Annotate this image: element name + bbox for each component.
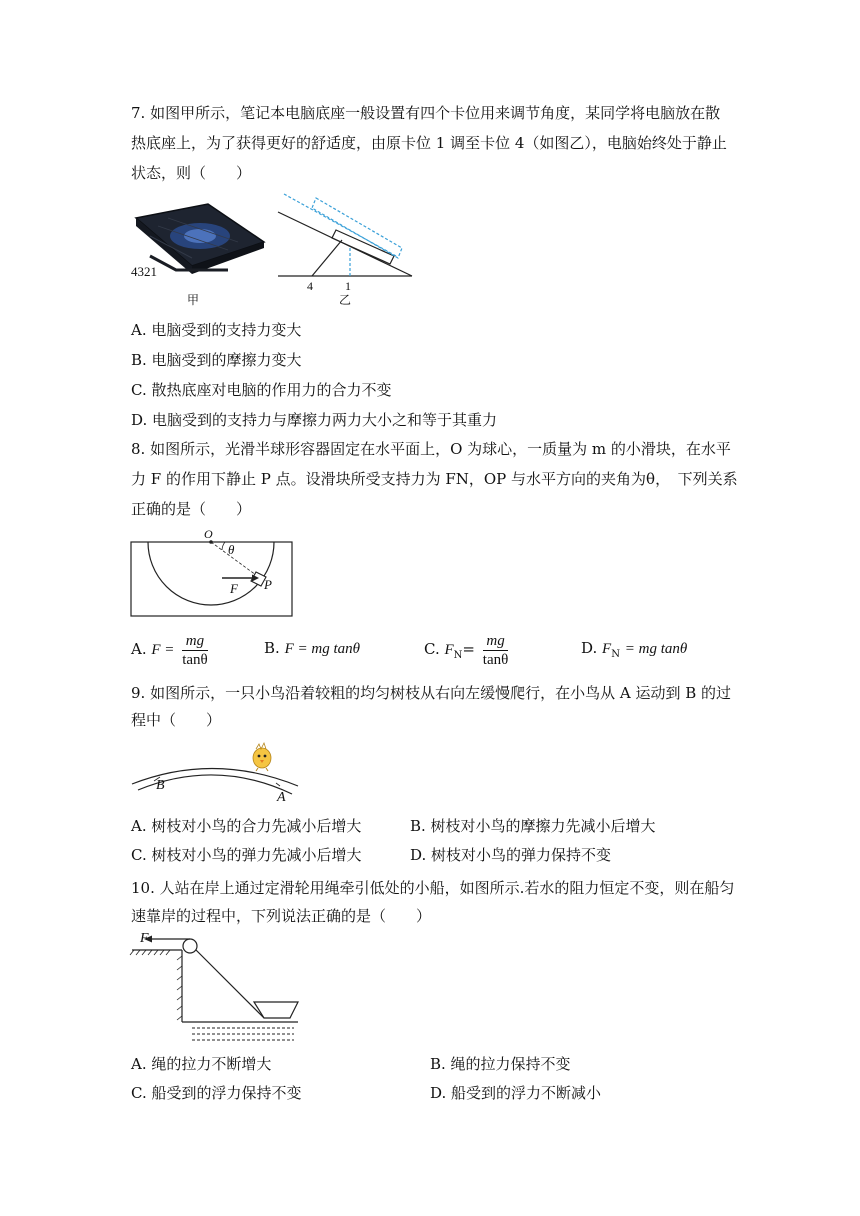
q8-option-d	[581, 638, 687, 665]
fig9-label-b: B	[156, 778, 165, 793]
fig10-label-f: F	[140, 931, 149, 946]
q8-stem-line-3: 正确的是（ ）	[131, 500, 252, 518]
q7-option-c: C. 散热底座对电脑的作用力的合力不变	[131, 381, 392, 399]
q9-stem-line-1: 9. 如图所示，一只小鸟沿着较粗的均匀树枝从右向左缓慢爬行，在小鸟从 A 运动到 B 的过	[131, 684, 732, 702]
q9-stem-line-2: 程中（ ）	[131, 711, 222, 729]
q7-option-d: D. 电脑受到的支持力与摩擦力两力大小之和等于其重力	[131, 411, 498, 429]
q10-option-b: B. 绳的拉力保持不变	[430, 1055, 571, 1073]
fig-jia-caption: 甲	[187, 293, 200, 307]
q8-option-d-rhs: = mg tanθ	[624, 641, 688, 657]
q8-option-c	[424, 630, 511, 675]
fig8-label-theta: θ	[228, 542, 235, 557]
q8-option-c-fraction	[483, 632, 509, 669]
fig8-label-o: O	[204, 527, 213, 541]
pulley-boat-diagram	[130, 930, 302, 1046]
q7-stem-line-1: 7. 如图甲所示，笔记本电脑底座一般设置有四个卡位用来调节角度，某同学将电脑放在散	[131, 104, 721, 122]
q8-option-c-denominator: tanθ	[482, 651, 509, 668]
fig9-label-a: A	[277, 790, 286, 805]
q10-stem-line-1: 10. 人站在岸上通过定滑轮用绳牵引低处的小船，如图所示.若水的阻力恒定不变，则在船匀	[131, 879, 735, 897]
q8-option-a-denominator: tanθ	[182, 651, 208, 668]
q8-option-c-numerator: mg	[483, 632, 509, 651]
q8-option-a-numerator: mg	[182, 632, 208, 651]
q8-option-a	[131, 630, 211, 669]
q10-option-c: C. 船受到的浮力保持不变	[131, 1084, 302, 1102]
q8-option-b	[264, 638, 360, 659]
q10-stem-line-2: 速靠岸的过程中，下列说法正确的是（ ）	[131, 907, 432, 925]
fig8-label-f: F	[230, 581, 238, 596]
q8-option-a-lhs: F =	[151, 642, 175, 658]
q8-option-a-fraction	[182, 632, 208, 669]
q9-option-a: A. 树枝对小鸟的合力先减小后增大	[131, 817, 362, 835]
q7-stem-line-3: 状态，则（ ）	[131, 164, 252, 182]
q8-option-d-subscript: N	[611, 649, 620, 660]
fig-yi-label-1: 1	[345, 279, 351, 293]
q8-option-d-prefix: D.	[581, 639, 598, 657]
q8-option-d-lhs: F	[602, 641, 612, 657]
q10-option-d: D. 船受到的浮力不断减小	[430, 1084, 602, 1102]
q7-option-a: A. 电脑受到的支持力变大	[131, 321, 302, 339]
fig-yi-caption: 乙	[339, 293, 352, 307]
q7-stem-line-2: 热底座上，为了获得更好的舒适度，由原卡位 1 调至卡位 4（如图乙），电脑始终处于静止	[131, 134, 727, 152]
q8-stem-line-1: 8. 如图所示，光滑半球形容器固定在水平面上，O 为球心，一质量为 m 的小滑块，在水平	[131, 440, 731, 458]
q9-option-b: B. 树枝对小鸟的摩擦力先减小后增大	[410, 817, 656, 835]
q8-option-c-subscript: N	[453, 650, 463, 661]
fig-yi-label-4: 4	[307, 279, 313, 293]
q8-option-c-lhs: F	[444, 642, 454, 658]
q8-option-c-prefix: C.	[424, 640, 440, 658]
q9-option-d: D. 树枝对小鸟的弹力保持不变	[410, 846, 612, 864]
q7-option-b: B. 电脑受到的摩擦力变大	[131, 351, 302, 369]
q8-option-c-equals: =	[462, 640, 475, 658]
q8-option-b-prefix: B.	[264, 639, 280, 657]
fig8-label-p: P	[264, 577, 272, 592]
q8-stem-line-2: 力 F 的作用下静止 P 点。设滑块所受支持力为 FN，OP 与水平方向的夹角为θ， 下列关系	[131, 470, 738, 488]
fig-jia-notch-numbers: 4321	[131, 264, 157, 279]
q8-option-a-prefix: A.	[131, 640, 147, 658]
q8-option-b-expr: F = mg tanθ	[284, 641, 360, 657]
q9-option-c: C. 树枝对小鸟的弹力先减小后增大	[131, 846, 362, 864]
q10-option-a: A. 绳的拉力不断增大	[131, 1055, 272, 1073]
fig-yi-diagram	[276, 192, 416, 287]
